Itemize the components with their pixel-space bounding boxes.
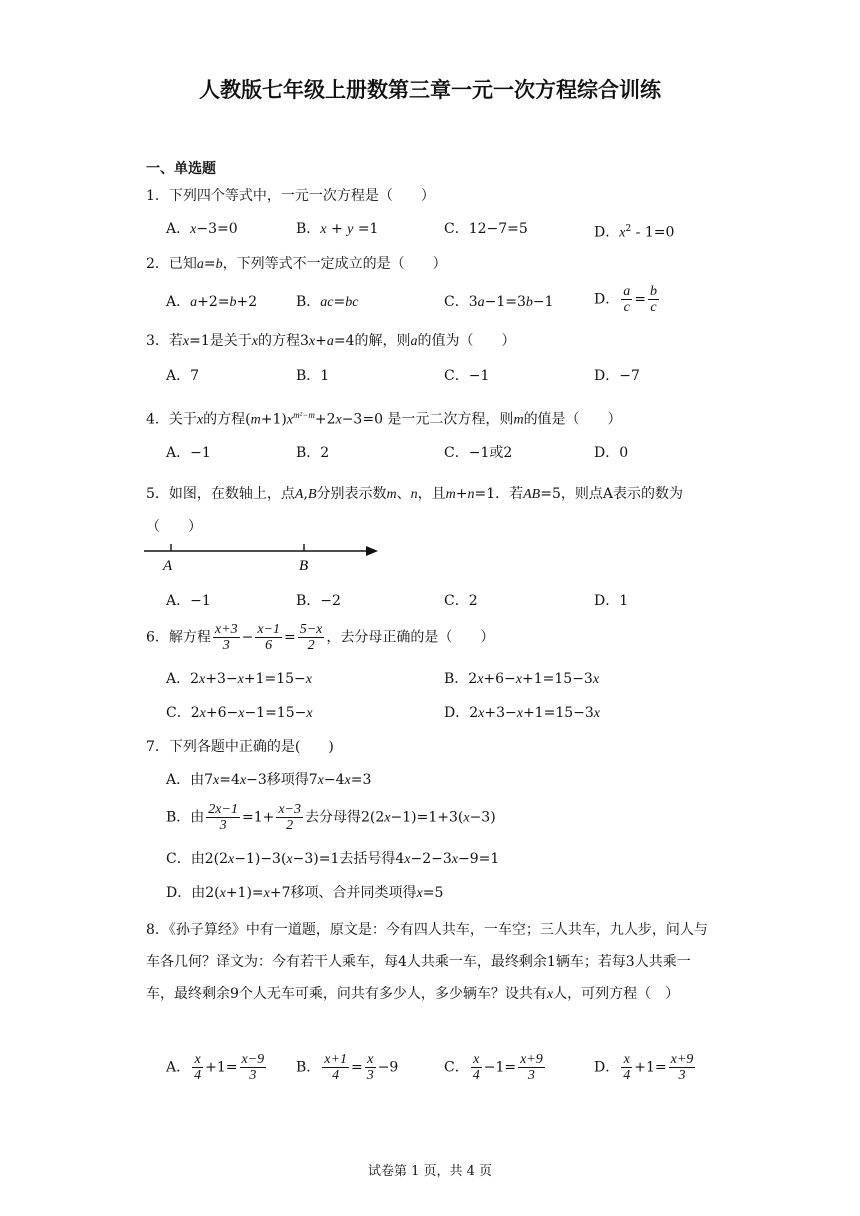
q5-option-c[interactable]: C．2 [444, 593, 478, 609]
q1-option-a[interactable]: A．x−3=0 [166, 221, 238, 237]
q2-option-d[interactable]: D． $\frac{a}{c}$ = $\frac{b}{c}$ [594, 284, 657, 315]
q6-option-a[interactable]: A．2x+3−x+1=15−x [166, 671, 312, 687]
q8-option-c[interactable]: C． $\frac{x}{4}$ −1= $\frac{x+9}{3}$ [444, 1052, 543, 1083]
question-6: 6．解方程 $\frac{x+3}{3}$ − $\frac{x-1}{6}$ = $\frac{5-x}{2}$ ，去分母正确的是（ ） [146, 622, 495, 653]
question-8: 8．《孙子算经》中有一道题，原文是：今有四人共车，一车空；三人共车，九人步，问人与车各几何？译文为：今有若干人乘车，每4人共乘一车，最终剩余1辆车；若每3人共乘一车，最终剩余9个人无车可乘，问共有多少人，多少辆车？设共有x人，可列方程（ ） [146, 922, 708, 1002]
point-b-label: B [299, 558, 309, 574]
q6-option-d[interactable]: D．2x+3−x+1=15−3x [444, 705, 600, 721]
question-7: 7．下列各题中正确的是( ) [146, 739, 334, 755]
q5-option-b[interactable]: B．−2 [296, 593, 341, 609]
q7-option-a[interactable]: A．由7x=4x−3移项得7x−4x=3 [166, 772, 372, 788]
q4-option-a[interactable]: A．−1 [166, 445, 211, 461]
q2-option-b[interactable]: B．ac=bc [296, 294, 359, 310]
q7-option-c[interactable]: C．由2(2x−1)−3(x−3)=1去括号得4x−2−3x−9=1 [166, 851, 500, 867]
number-line-arrow-icon [366, 546, 378, 556]
q3-option-c[interactable]: C．−1 [444, 368, 490, 384]
question-3: 3．若x=1是关于x的方程3x+a=4的解，则a的值为（ ） [146, 333, 516, 349]
page-title: 人教版七年级上册数第三章一元一次方程综合训练 [199, 78, 661, 102]
q1-option-d[interactable]: D．$x^2 - 1=0$ [594, 224, 675, 241]
question-5: 5．如图，在数轴上，点A,B分别表示数m、n，且m+n=1．若AB=5，则点A表示的数为（ ） [146, 486, 683, 535]
question-2: 2．已知a=b，下列等式不一定成立的是（ ） [146, 256, 447, 272]
q2-option-c[interactable]: C．3a−1=3b−1 [444, 294, 554, 310]
q3-option-d[interactable]: D．−7 [594, 368, 640, 384]
q1-option-b[interactable]: B．x + y =1 [296, 221, 379, 237]
question-4: 4．关于x的方程$(m+1)x^{m^2-m}+2x-3=0$ 是一元二次方程，则m的值是（ ） [146, 410, 622, 428]
question-1: 1．下列四个等式中，一元一次方程是（ ） [146, 188, 435, 204]
page-footer: 试卷第 1 页，共 4 页 [367, 1164, 493, 1179]
q5-option-d[interactable]: D．1 [594, 593, 629, 609]
q2-option-a[interactable]: A．a+2=b+2 [166, 294, 258, 310]
q6-option-b[interactable]: B．2x+6−x+1=15−3x [444, 671, 600, 687]
q3-option-b[interactable]: B．1 [296, 368, 330, 384]
q7-option-b[interactable]: B．由 $\frac{2x-1}{3}$ =1+ $\frac{x-3}{2}$ 去分母得2(2x−1)=1+3(x−3) [166, 802, 496, 833]
q3-option-a[interactable]: A．7 [166, 368, 200, 384]
q7-option-d[interactable]: D．由2(x+1)=x+7移项、合并同类项得x=5 [166, 885, 444, 901]
q1-option-c[interactable]: C．12−7=5 [444, 221, 528, 237]
q8-option-b[interactable]: B． $\frac{x+1}{4}$ = $\frac{x}{3}$ −9 [296, 1052, 399, 1083]
section-heading: 一、单选题 [146, 161, 216, 177]
q4-option-b[interactable]: B．2 [296, 445, 330, 461]
q8-option-a[interactable]: A． $\frac{x}{4}$ +1= $\frac{x-9}{3}$ [166, 1052, 265, 1083]
number-line-figure [144, 540, 384, 576]
q6-option-c[interactable]: C．2x+6−x−1=15−x [166, 705, 313, 721]
q4-option-d[interactable]: D．0 [594, 445, 629, 461]
q5-option-a[interactable]: A．−1 [166, 593, 211, 609]
q8-option-d[interactable]: D． $\frac{x}{4}$ +1= $\frac{x+9}{3}$ [594, 1052, 694, 1083]
q4-option-c[interactable]: C．−1或2 [444, 445, 513, 461]
point-a-label: A [163, 558, 173, 574]
